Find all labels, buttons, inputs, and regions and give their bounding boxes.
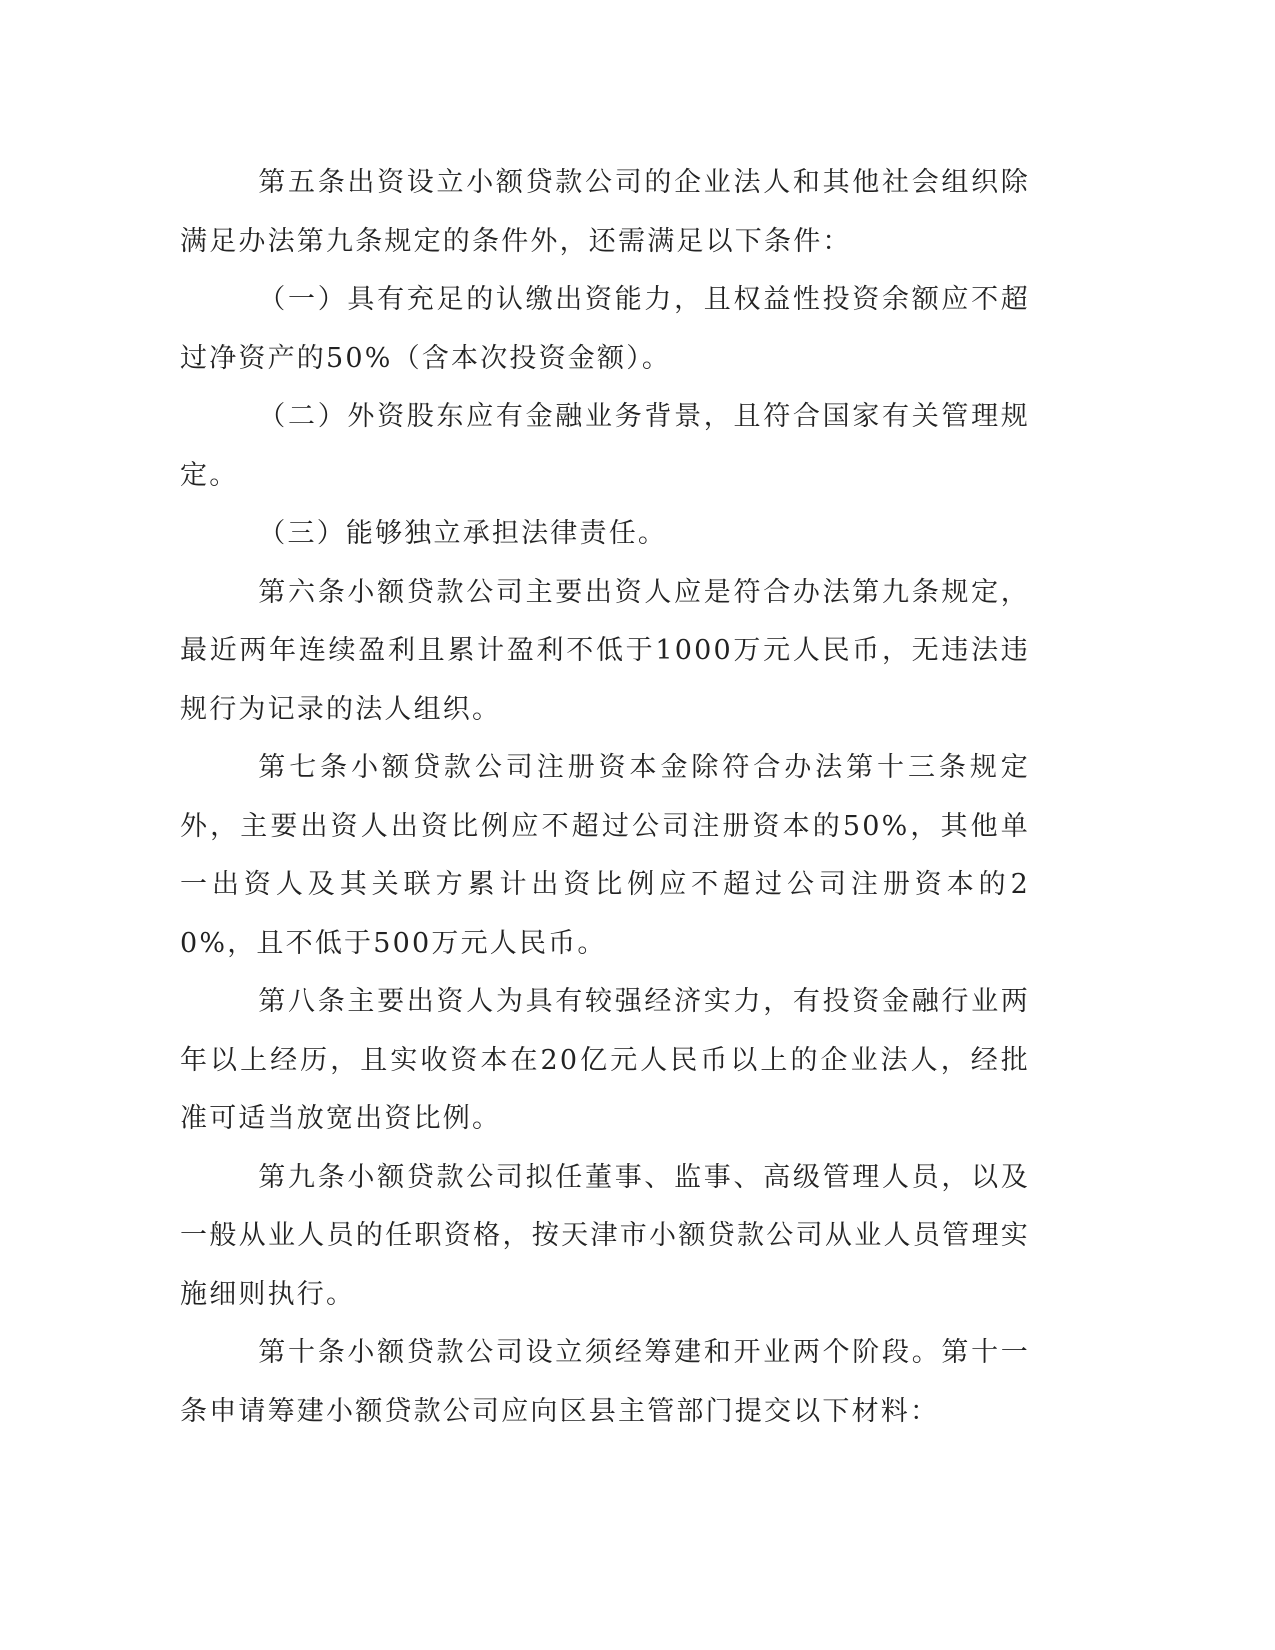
document-body: [180, 154, 1030, 1441]
paragraph-article-5: 第五条出资设立小额贷款公司的企业法人和其他社会组织除满足办法第九条规定的条件外，还需满足以下条件：: [180, 167, 1030, 257]
paragraph-article-7: 第七条小额贷款公司注册资本金除符合办法第十三条规定外，主要出资人出资比例应不超过公司注册资本的50%，其他单一出资人及其关联方累计出资比例应不超过公司注册资本的20%，且不低于500万元人民币。: [180, 752, 1030, 959]
paragraph-article-9: 第九条小额贷款公司拟任董事、监事、高级管理人员，以及一般从业人员的任职资格，按天津市小额贷款公司从业人员管理实施细则执行。: [180, 1161, 1030, 1310]
paragraph-item-3: （三）能够独立承担法律责任。: [258, 518, 668, 549]
paragraph-article-8: 第八条主要出资人为具有较强经济实力，有投资金融行业两年以上经历，且实收资本在20亿元人民币以上的企业法人，经批准可适当放宽出资比例。: [180, 986, 1030, 1134]
paragraph-article-6: 第六条小额贷款公司主要出资人应是符合办法第九条规定，最近两年连续盈利且累计盈利不低于1000万元人民币，无违法违规行为记录的法人组织。: [180, 576, 1030, 725]
paragraph-item-2: （二）外资股东应有金融业务背景，且符合国家有关管理规定。: [180, 401, 1030, 491]
paragraph-item-1: （一）具有充足的认缴出资能力，且权益性投资余额应不超过净资产的50%（含本次投资金额）。: [180, 284, 1030, 374]
paragraph-article-10-11: 第十条小额贷款公司设立须经筹建和开业两个阶段。第十一条申请筹建小额贷款公司应向区县主管部门提交以下材料：: [180, 1337, 1030, 1427]
